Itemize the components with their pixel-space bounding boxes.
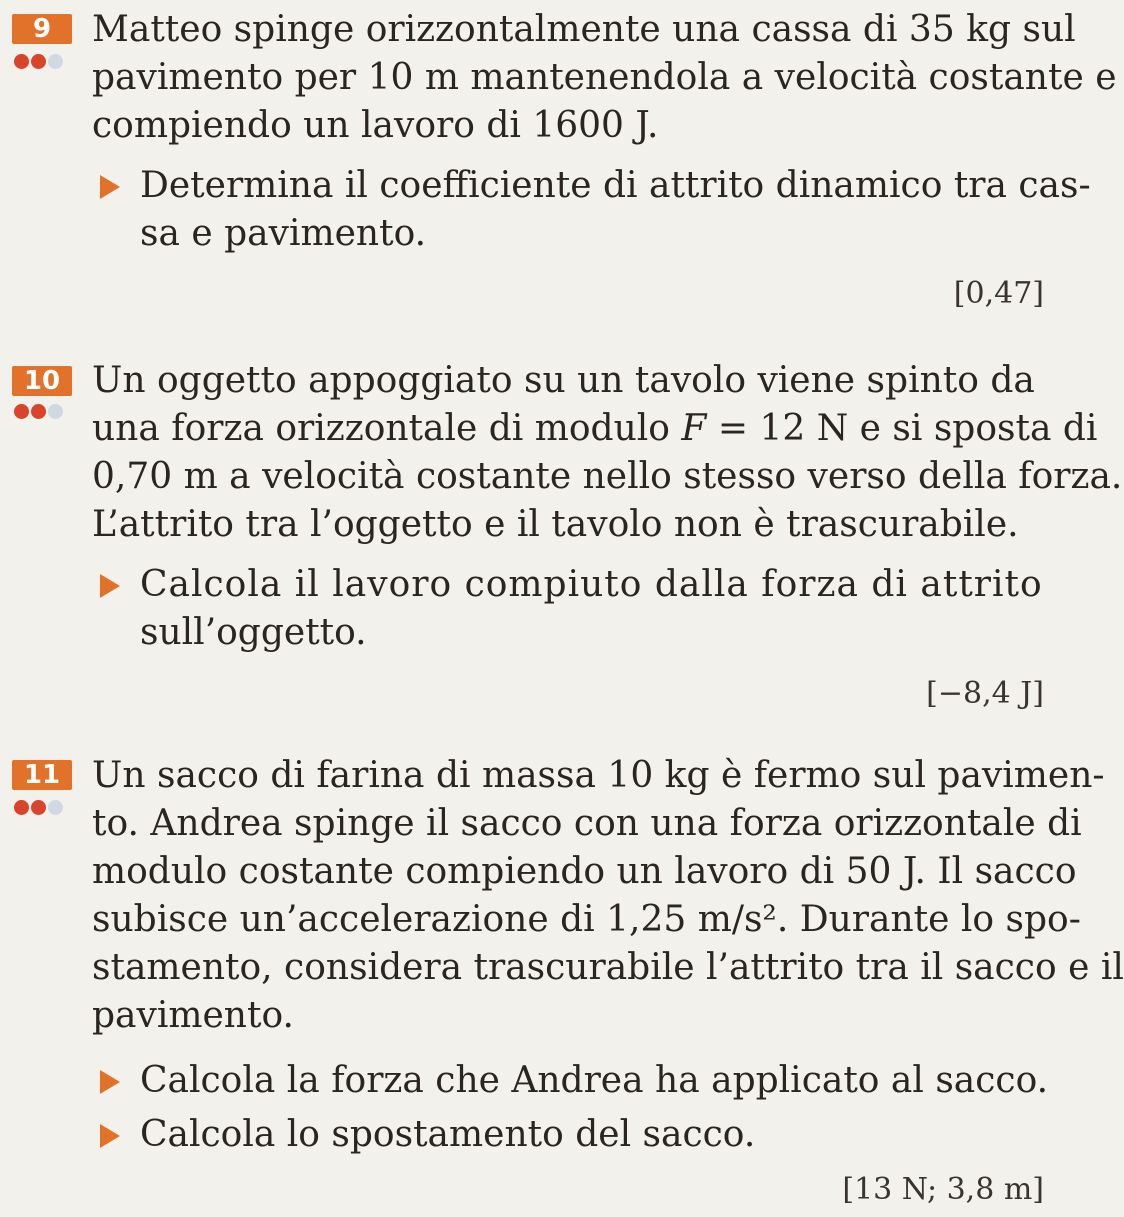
play-arrow-icon — [100, 175, 120, 199]
task-item — [100, 162, 1091, 258]
exercise-number-badge: 9 — [12, 14, 72, 44]
difficulty-dot-empty — [48, 800, 63, 815]
text-line: una forza orizzontale di modulo F = 12 N e si sposta di — [92, 408, 1098, 449]
difficulty-dot-filled — [14, 800, 29, 815]
exercise-text — [92, 357, 1123, 549]
task-text-continued: sa e pavimento. — [140, 213, 427, 254]
task-item — [100, 1111, 1050, 1159]
task-text: Calcola il lavoro compiuto dalla forza di attrito — [140, 564, 1043, 605]
text-line: modulo costante compiendo un lavoro di 50 J. Il sacco — [92, 851, 1077, 892]
difficulty-dot-filled — [31, 800, 46, 815]
difficulty-dot-filled — [14, 54, 29, 69]
answer: [0,47] — [953, 276, 1044, 311]
difficulty-dot-empty — [48, 54, 63, 69]
difficulty-dot-empty — [48, 404, 63, 419]
play-arrow-icon — [100, 1070, 120, 1094]
play-arrow-icon — [100, 574, 120, 598]
difficulty-dots — [14, 800, 63, 816]
text-line: subisce un’accelerazione di 1,25 m/s². Durante lo spo- — [92, 899, 1081, 940]
play-arrow-icon — [100, 1124, 120, 1148]
task-text-continued: sull’oggetto. — [140, 612, 367, 653]
text-line: pavimento. — [92, 995, 294, 1036]
task-text: Calcola lo spostamento del sacco. — [140, 1114, 756, 1155]
text-line: 0,70 m a velocità costante nello stesso verso della forza. — [92, 456, 1123, 497]
text-line: compiendo un lavoro di 1600 J. — [92, 105, 659, 146]
text-line: Un sacco di farina di massa 10 kg è fermo sul pavimen- — [92, 755, 1105, 796]
task-text: Determina il coefficiente di attrito dinamico tra cas- — [140, 165, 1091, 206]
exercise-number-badge: 11 — [12, 760, 72, 790]
task-item — [100, 1057, 1050, 1105]
text-line: stamento, considera trascurabile l’attrito tra il sacco e il — [92, 947, 1124, 988]
exercise-number-badge: 10 — [12, 366, 72, 396]
difficulty-dot-filled — [31, 404, 46, 419]
answer: [13 N; 3,8 m] — [842, 1172, 1044, 1207]
text-line: Un oggetto appoggiato su un tavolo viene spinto da — [92, 360, 1035, 401]
difficulty-dots — [14, 404, 63, 420]
answer: [−8,4 J] — [926, 676, 1044, 711]
task-text: Calcola la forza che Andrea ha applicato al sacco. — [140, 1060, 1049, 1101]
text-line: L’attrito tra l’oggetto e il tavolo non è trascurabile. — [92, 504, 1019, 545]
exercise-text — [92, 6, 1117, 150]
task-item — [100, 561, 1050, 657]
text-line: to. Andrea spinge il sacco con una forza orizzontale di — [92, 803, 1082, 844]
difficulty-dot-filled — [14, 404, 29, 419]
difficulty-dot-filled — [31, 54, 46, 69]
exercise-text — [92, 752, 1124, 1040]
text-line: Matteo spinge orizzontalmente una cassa di 35 kg sul — [92, 9, 1076, 50]
difficulty-dots — [14, 54, 63, 70]
text-line: pavimento per 10 m mantenendola a velocità costante e — [92, 57, 1117, 98]
